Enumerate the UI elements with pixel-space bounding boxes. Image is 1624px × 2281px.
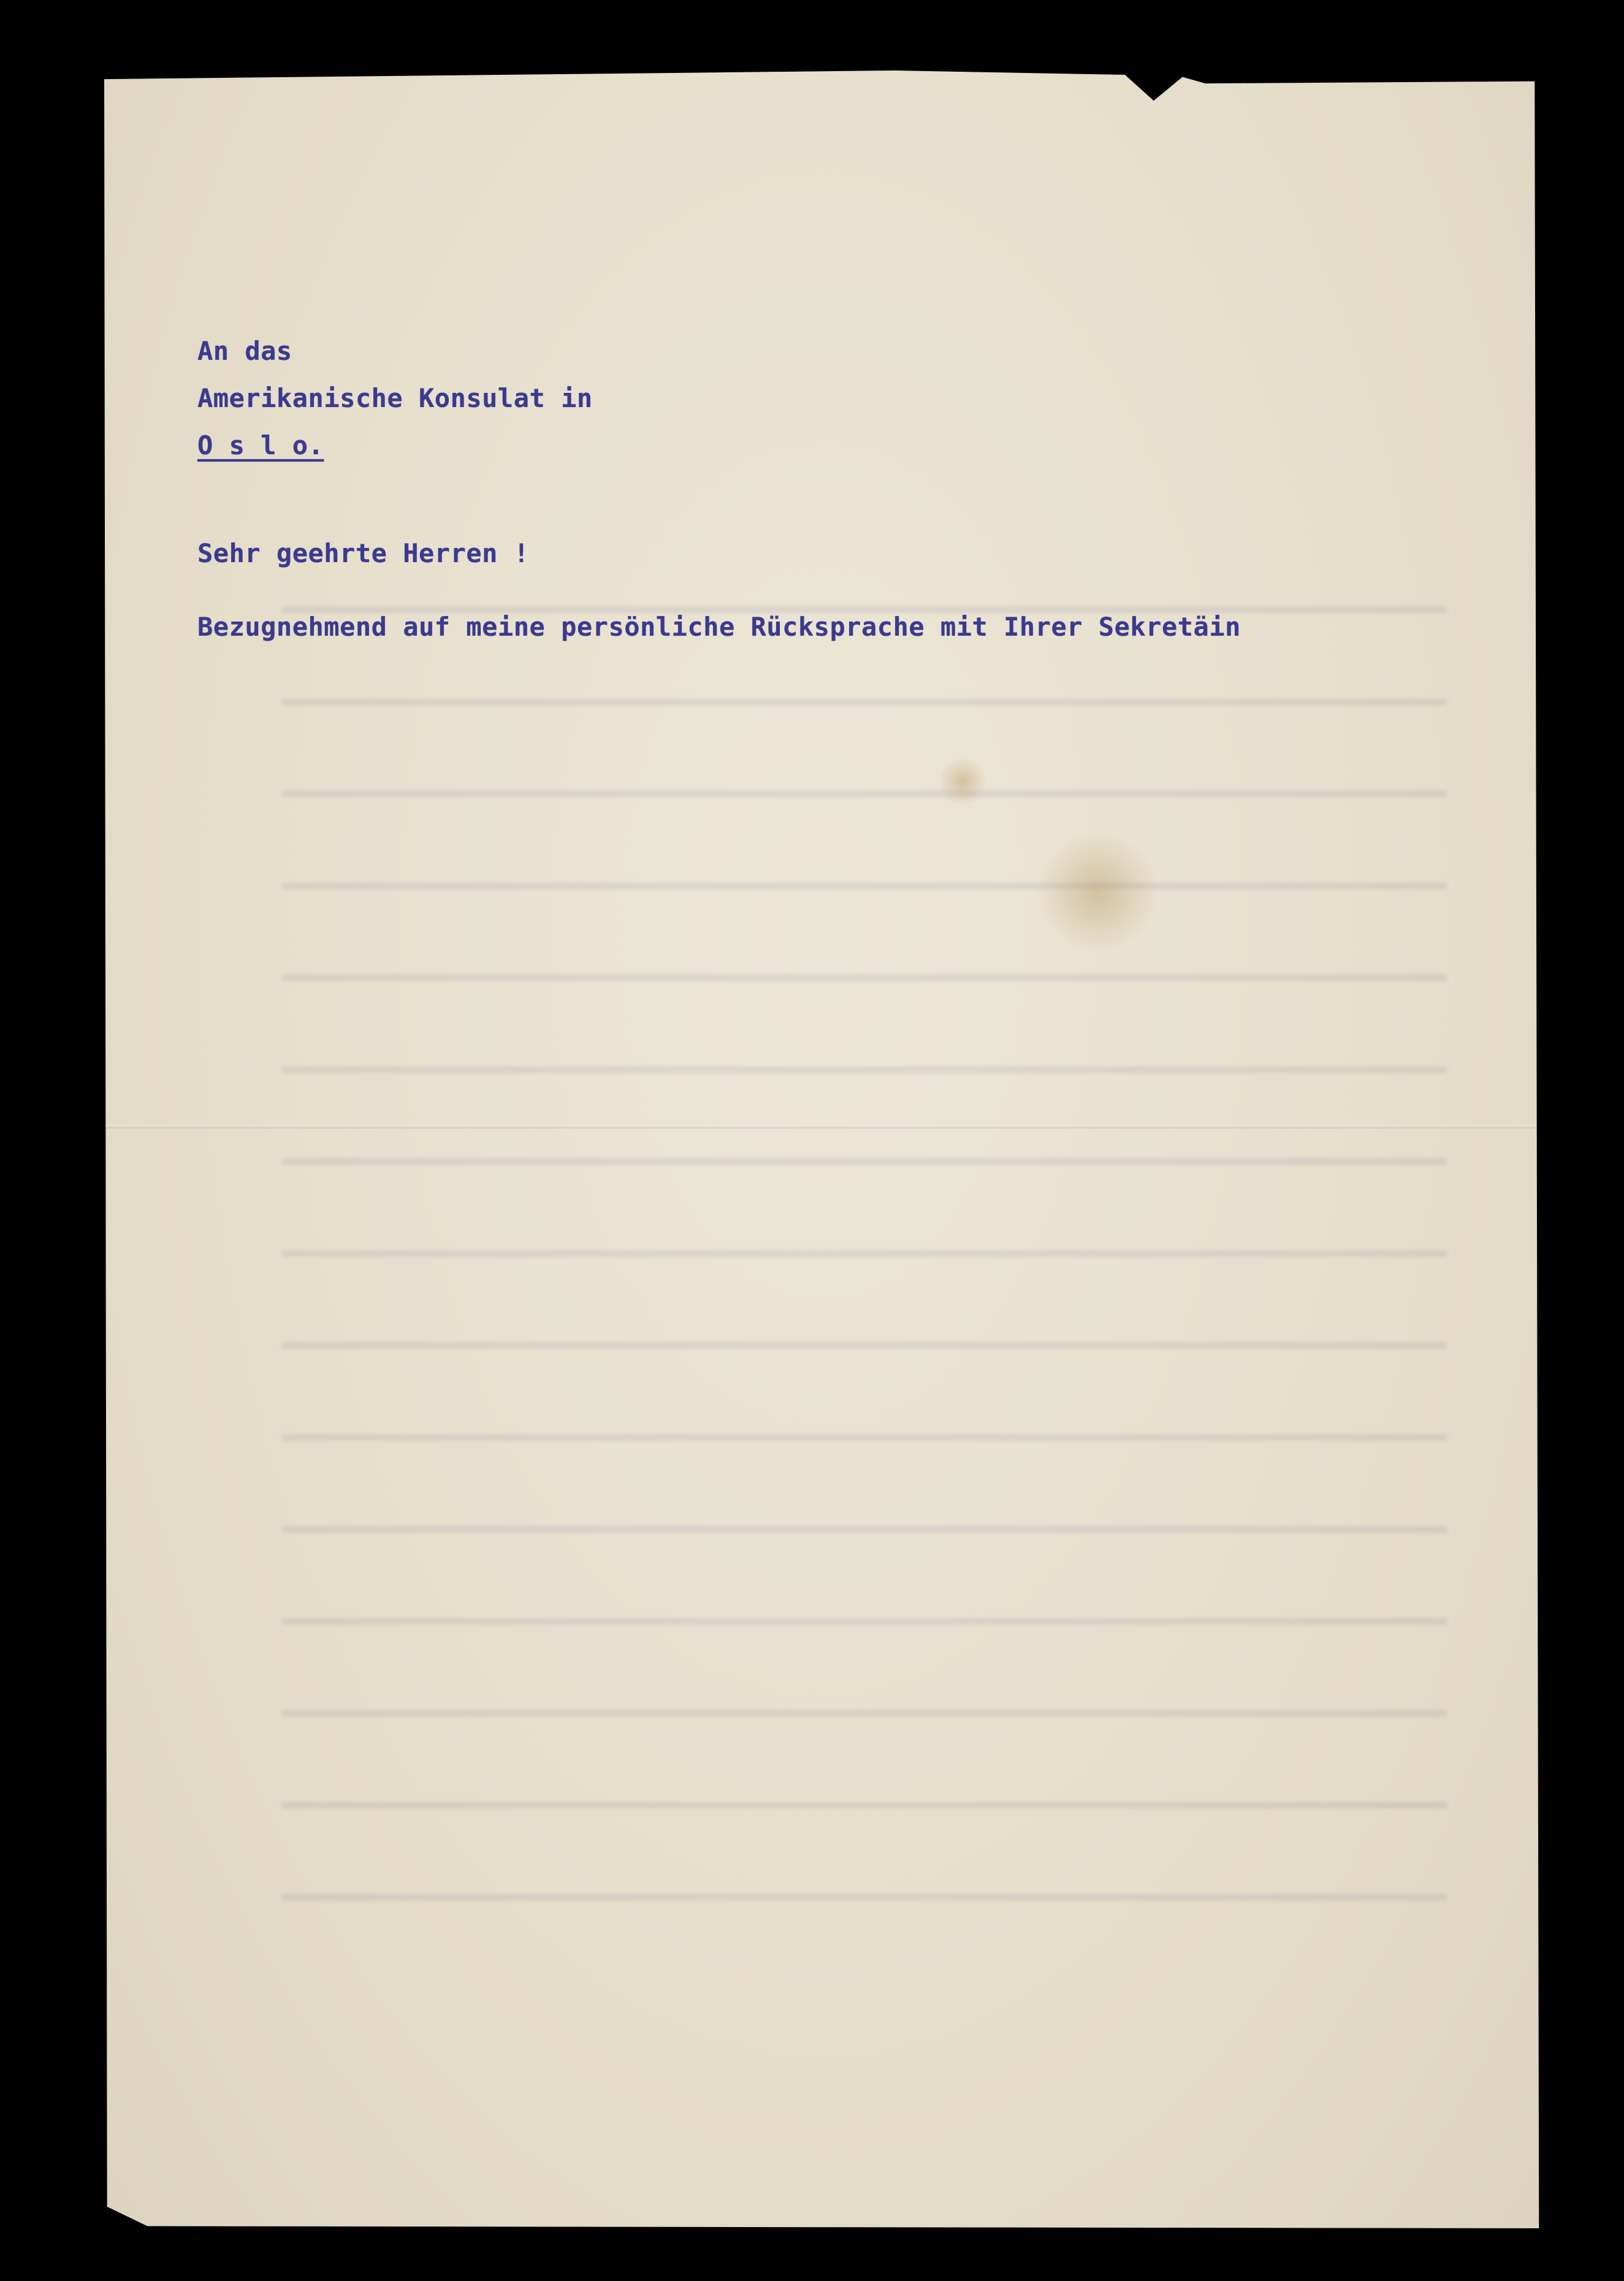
- address-line-1: An das: [197, 336, 292, 366]
- salutation: Sehr geehrte Herren !: [197, 538, 530, 568]
- bleed-through-text: [282, 549, 1447, 1959]
- paper-stain: [1036, 831, 1159, 953]
- address-line-2: Amerikanische Konsulat in: [197, 383, 593, 413]
- body-line-1: Bezugnehmend auf meine persönliche Rücksprache mit Ihrer Sekretäin: [197, 612, 1241, 642]
- paper-stain: [938, 757, 987, 806]
- address-line-3: O s l o.: [197, 430, 324, 460]
